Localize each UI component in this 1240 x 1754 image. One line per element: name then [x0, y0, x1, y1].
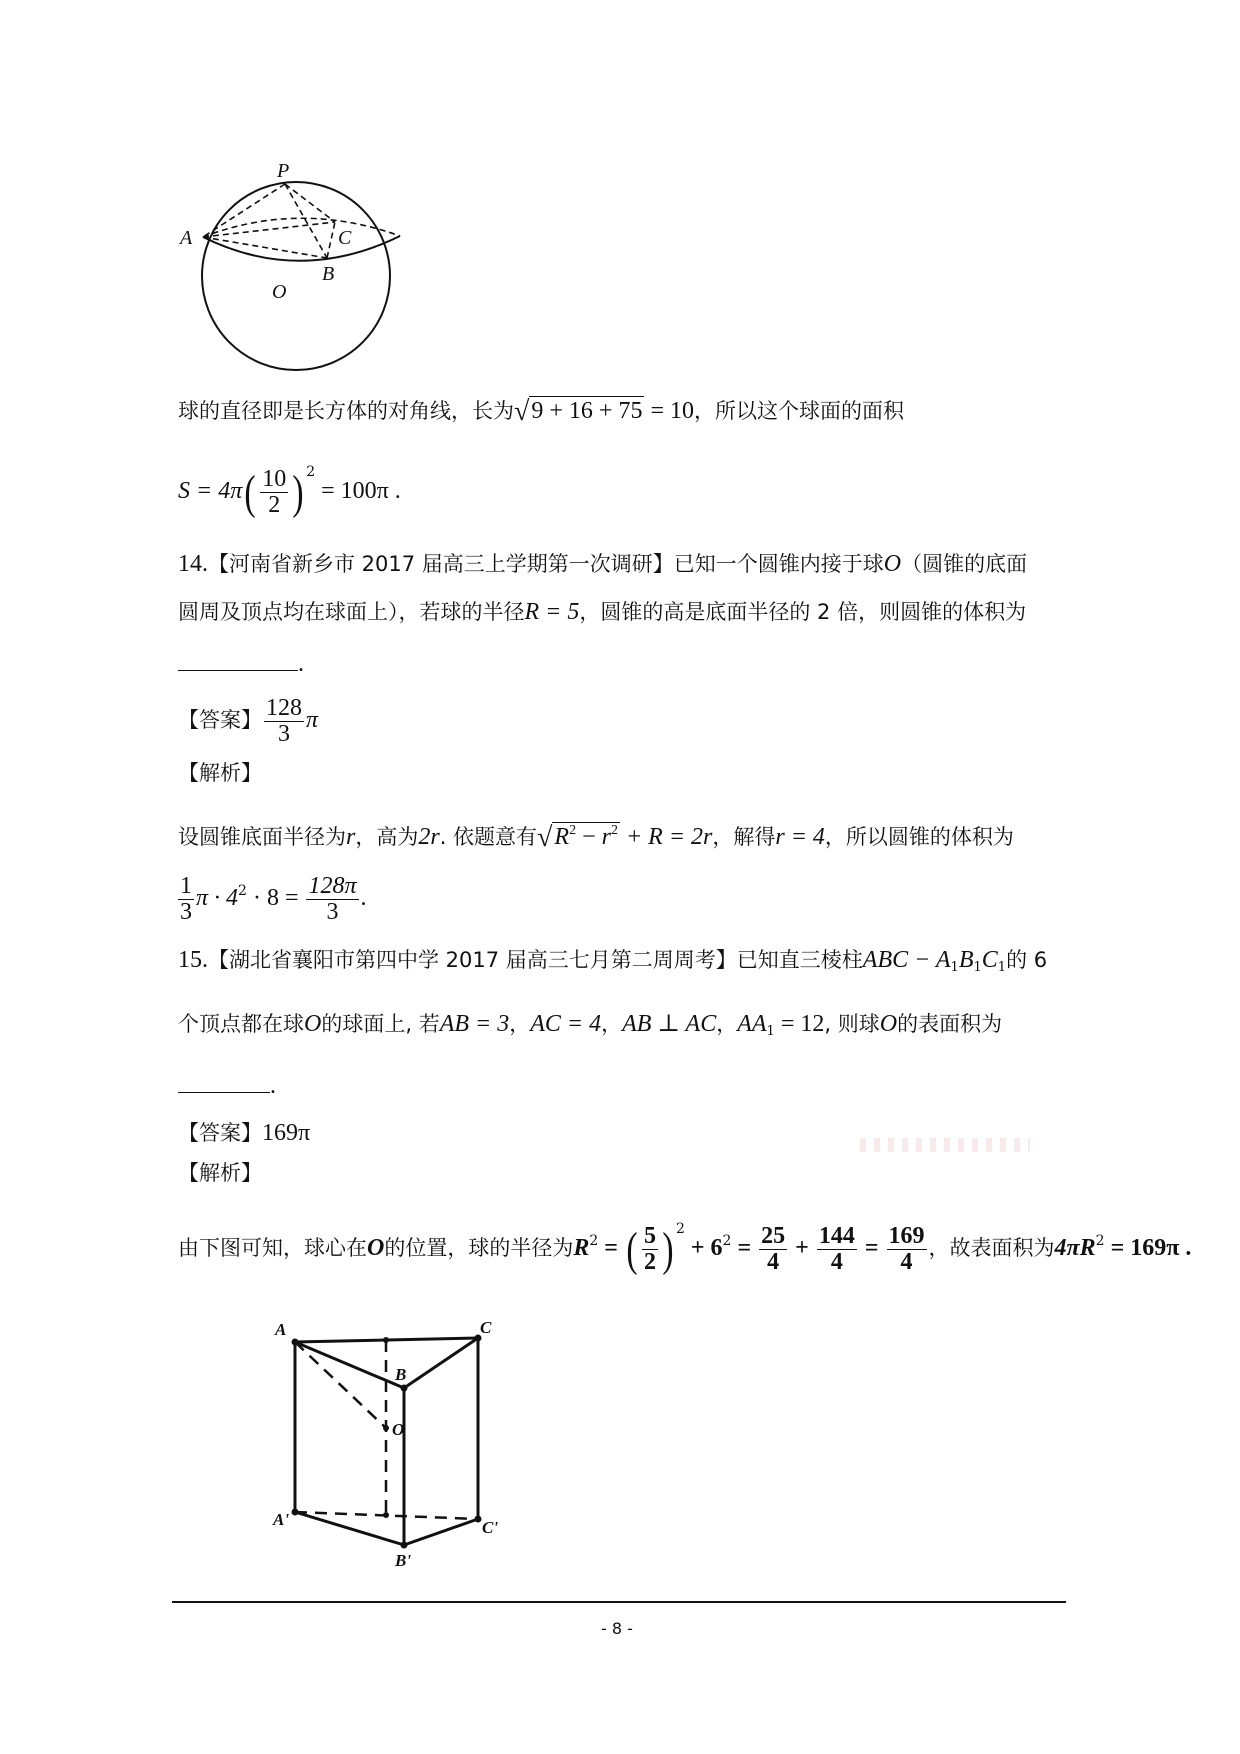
label-a: A: [275, 1320, 287, 1339]
edge-bc: [327, 222, 335, 258]
answer-value: 169π: [262, 1120, 311, 1146]
label-b: B: [395, 1365, 407, 1384]
q15-stem-line-1: 15.【湖北省襄阳市第四中学 2017 届高三七月第二周周考】已知直三棱柱ABC − $A_1B_1C_1$的 6: [178, 947, 1048, 975]
q14-solution-line-2: $\frac{1}{3}$ $\pi \cdot 4^2 \cdot 8$ = $\frac{128\pi}{3}$ .: [180, 873, 367, 926]
sqrt-expression: $√R^2 - r^2$: [537, 822, 618, 853]
label-o: O: [392, 1420, 405, 1439]
answer-blank: [178, 1074, 270, 1093]
radius-ao: [295, 1342, 386, 1428]
edge-a-b: [295, 1342, 407, 1388]
label-p: P: [277, 160, 290, 182]
q15-solution-line: 由下图可知，球心在O的位置，球的半径为$R^2$ = ( $\frac{5}{2}$ ) $^2 + 6^2$ = $\frac{25}{4}$ + $\frac{144}{4}$ = $\frac{169}{4}$ ，故表面积为$4\pi R^2 = 169\pi$ .: [178, 1221, 1192, 1276]
equator-front: [203, 236, 400, 261]
equator-back: [203, 218, 400, 237]
fraction: $\frac{10}{2}$: [262, 465, 287, 518]
prev-solution-text: 球的直径即是长方体的对角线，长为: [178, 399, 514, 423]
sphere-figure: [170, 140, 430, 390]
footer-divider: [172, 1601, 1066, 1603]
question-source: 【湖北省襄阳市第四中学 2017 届高三七月第二周周考】: [208, 948, 737, 972]
edge-b-c: [404, 1338, 478, 1388]
edge-b1-c1: [404, 1519, 478, 1545]
label-a: A: [180, 227, 193, 249]
edge-pc: [285, 184, 335, 222]
q14-solution-line-1: 设圆锥底面半径为r，高为2r. 依题意有$√R^2 - r^2 + R = 2r$，解得r = 4，所以圆锥的体积为: [178, 822, 1014, 853]
edge-ab: [203, 237, 327, 258]
sqrt-expression: √9 + 16 + 75: [514, 396, 643, 427]
label-b1: B': [395, 1551, 412, 1570]
question-number: 15.: [178, 947, 208, 973]
q14-answer-blank: .: [178, 652, 304, 676]
question-source: 【河南省新乡市 2017 届高三上学期第一次调研】: [208, 552, 674, 576]
sphere-outline: [202, 182, 390, 370]
q14-answer: 【答案】 $\frac{128}{3}$ π: [178, 695, 319, 748]
label-c1: C': [482, 1518, 499, 1537]
q14-stem-line-1: 14.【河南省新乡市 2017 届高三上学期第一次调研】已知一个圆锥内接于球O（圆锥的底面: [178, 551, 1028, 577]
q15-stem-line-2: 个顶点都在球O的球面上, 若AB = 3，AC = 4，AB ⊥ AC，$AA_1 = 12$, 则球O的表面积为: [178, 1011, 1003, 1039]
page-number: - 8 -: [601, 1619, 633, 1638]
edge-pb: [285, 184, 327, 258]
label-o: O: [272, 281, 287, 303]
q14-stem-line-2: 圆周及顶点均在球面上），若球的半径R = 5，圆锥的高是底面半径的 2 倍，则圆锥的体积为: [178, 599, 1027, 625]
q15-analysis-label: 【解析】: [178, 1161, 262, 1185]
label-c: C: [480, 1318, 492, 1337]
answer-blank: [178, 652, 298, 671]
q15-answer-blank: .: [178, 1074, 276, 1098]
question-number: 14.: [178, 551, 208, 577]
q14-analysis-label: 【解析】: [178, 761, 262, 785]
label-a1: A': [273, 1510, 290, 1529]
answer-fraction: $\frac{128}{3}$: [266, 695, 302, 748]
prev-solution-line-2: S = 4π( $\frac{10}{2}$ ) $^2$ = 100π .: [178, 464, 401, 519]
prism-figure: [260, 1300, 540, 1570]
watermark: [860, 1138, 1030, 1152]
q15-answer: [178, 1121, 310, 1145]
label-b: B: [322, 263, 335, 285]
answer-label: 【答案】: [178, 708, 262, 733]
prev-solution-line-1: 球的直径即是长方体的对角线，长为√9 + 16 + 75 = 10，所以这个球面的面积: [178, 396, 904, 427]
answer-label: 【答案】: [178, 1121, 262, 1145]
label-c: C: [338, 227, 352, 249]
